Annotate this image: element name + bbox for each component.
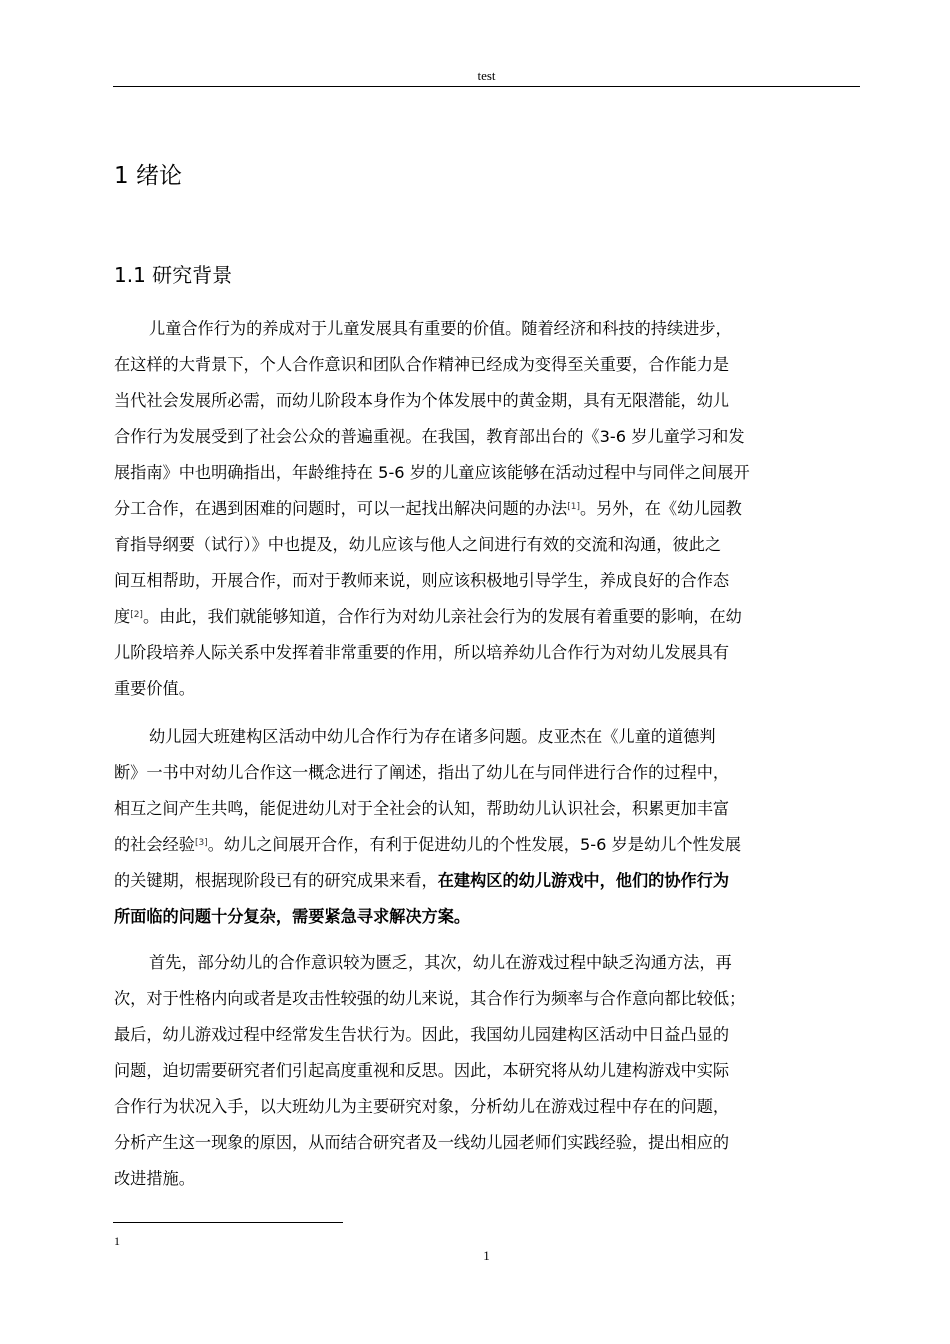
text-line: 改进措施。 [114, 1169, 195, 1188]
line-text: 。由此，我们就能够知道，合作行为对幼儿亲社会行为的发展有着重要的影响，在幼 [142, 607, 742, 626]
header-rule [113, 86, 860, 87]
citation-marker[interactable]: [1] [567, 502, 580, 512]
text-line: 问题，迫切需要研究者们引起高度重视和反思。因此，本研究将从幼儿建构游戏中实际 [114, 1061, 730, 1080]
line-text: 的关键期，根据现阶段已有的研究成果来看， [114, 871, 438, 890]
text-line: 所面临的问题十分复杂，需要紧急寻求解决方案。 [114, 907, 471, 926]
text-line: 育指导纲要（试行）》中也提及，幼儿应该与他人之间进行有效的交流和沟通，彼此之 [114, 535, 722, 554]
text-line: 当代社会发展所必需，而幼儿阶段本身作为个体发展中的黄金期，具有无限潜能，幼儿 [114, 391, 730, 410]
text-line: 次，对于性格内向或者是攻击性较强的幼儿来说，其合作行为频率与合作意向都比较低； [114, 989, 746, 1008]
text-line: 分析产生这一现象的原因，从而结合研究者及一线幼儿园老师们实践经验，提出相应的 [114, 1133, 730, 1152]
text-line: 在这样的大背景下，个人合作意识和团队合作精神已经成为变得至关重要，合作能力是 [114, 355, 730, 374]
line-text: 度 [114, 607, 131, 626]
line-text: 的社会经验 [114, 835, 195, 854]
text-line: 儿阶段培养人际关系中发挥着非常重要的作用，所以培养幼儿合作行为对幼儿发展具有 [114, 643, 730, 662]
text-line [114, 498, 742, 520]
text-line: 相互之间产生共鸣，能促进幼儿对于全社会的认知，帮助幼儿认识社会，积累更加丰富 [114, 799, 730, 818]
line-text: 分工合作，在遇到困难的问题时，可以一起找出解决问题的办法 [114, 499, 568, 518]
citation-marker[interactable]: [2] [130, 610, 143, 620]
text-line: 展指南》中也明确指出，年龄维持在 5-6 岁的儿童应该能够在活动过程中与同伴之间展开 [114, 463, 750, 482]
text-line [114, 606, 742, 628]
text-line: 合作行为状况入手，以大班幼儿为主要研究对象，分析幼儿在游戏过程中存在的问题， [114, 1097, 730, 1116]
citation-marker[interactable]: [3] [194, 838, 208, 848]
text-line [114, 870, 729, 892]
text-line: 间互相帮助，开展合作，而对于教师来说，则应该积极地引导学生，养成良好的合作态 [114, 571, 730, 590]
footnote-mark: 1 [114, 1234, 120, 1248]
text-line: 最后，幼儿游戏过程中经常发生告状行为。因此，我国幼儿园建构区活动中日益凸显的 [114, 1025, 730, 1044]
footnote-separator [113, 1222, 343, 1223]
chapter-title: 1 绪论 [114, 163, 182, 189]
text-line: 幼儿园大班建构区活动中幼儿合作行为存在诸多问题。皮亚杰在《儿童的道德判 [149, 727, 716, 746]
text-line: 合作行为发展受到了社会公众的普遍重视。在我国，教育部出台的《3-6 岁儿童学习和发 [114, 427, 745, 446]
text-line: 首先，部分幼儿的合作意识较为匮乏，其次，幼儿在游戏过程中缺乏沟通方法，再 [149, 953, 732, 972]
text-line: 断》一书中对幼儿合作这一概念进行了阐述，指出了幼儿在与同伴进行合作的过程中， [114, 763, 730, 782]
text-line: 儿童合作行为的养成对于儿童发展具有重要的价值。随着经济和科技的持续进步， [149, 319, 732, 338]
running-header: test [477, 68, 496, 83]
text-line [114, 834, 741, 856]
line-text: 。幼儿之间展开合作，有利于促进幼儿的个性发展，5-6 岁是幼儿个性发展 [207, 835, 742, 854]
page-number: 1 [483, 1248, 490, 1263]
text-line: 重要价值。 [114, 679, 195, 698]
bold-text: 在建构区的幼儿游戏中，他们的协作行为 [437, 871, 730, 890]
section-title: 1.1 研究背景 [114, 263, 233, 287]
line-text: 。另外，在《幼儿园教 [580, 499, 742, 518]
